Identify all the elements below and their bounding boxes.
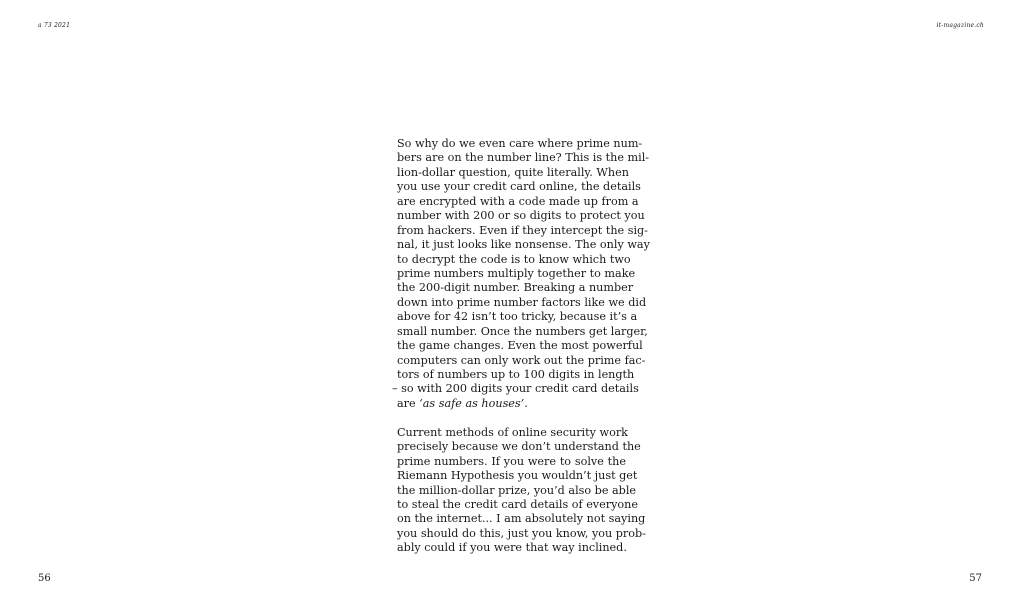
paragraph-spacer xyxy=(397,411,626,425)
emphasis-quote: ‘as safe as houses’ xyxy=(419,396,525,410)
text-line: So why do we even care where prime num- xyxy=(397,137,643,150)
text-line: the 200-digit number. Breaking a number xyxy=(397,281,634,295)
text-fragment: . xyxy=(524,396,528,410)
text-line: bers are on the number line? This is the mil- xyxy=(397,151,650,165)
text-line: prime numbers. If you were to solve the xyxy=(397,454,626,468)
running-head-issue: a 73 2021 xyxy=(38,22,71,29)
page-number-left: 56 xyxy=(38,573,51,584)
article-paragraph-2 xyxy=(397,425,646,556)
running-head-website: it-magazine.ch xyxy=(936,22,984,29)
text-line: nal, it just looks like nonsense. The only way xyxy=(397,238,650,252)
text-line: to decrypt the code is to know which two xyxy=(397,252,631,266)
text-line: ably could if you were that way inclined. xyxy=(397,541,627,555)
text-line: to steal the credit card details of everyone xyxy=(397,497,638,511)
text-line: from hackers. Even if they intercept the sig- xyxy=(397,223,648,237)
text-line: precisely because we don’t understand the xyxy=(397,440,641,454)
text-line: you should do this, just you know, you prob- xyxy=(397,526,646,540)
article-paragraph-1 xyxy=(392,137,650,411)
text-line: – so with 200 digits your credit card details xyxy=(392,382,639,396)
text-line: are encrypted with a code made up from a xyxy=(397,194,639,208)
text-line: prime numbers multiply together to make xyxy=(397,266,636,280)
text-line: you use your credit card online, the details xyxy=(397,180,641,194)
text-line: small number. Once the numbers get larger, xyxy=(397,324,648,338)
page-number-right: 57 xyxy=(969,573,982,584)
text-line: lion-dollar question, quite literally. When xyxy=(397,165,629,179)
text-fragment: are xyxy=(397,396,420,410)
text-line: Current methods of online security work xyxy=(397,425,628,439)
text-line: the million-dollar prize, you’d also be able xyxy=(397,483,637,497)
text-line: computers can only work out the prime fac- xyxy=(397,353,646,367)
text-line: above for 42 isn’t too tricky, because it’s a xyxy=(397,310,638,324)
text-line: down into prime number factors like we did xyxy=(397,295,647,309)
article-column xyxy=(392,137,650,556)
text-line: number with 200 or so digits to protect you xyxy=(397,209,645,223)
text-line: the game changes. Even the most powerful xyxy=(397,339,643,353)
text-line: Riemann Hypothesis you wouldn’t just get xyxy=(397,469,638,483)
text-line-final xyxy=(397,397,626,411)
text-line: on the internet... I am absolutely not saying xyxy=(397,512,646,526)
text-line: tors of numbers up to 100 digits in length xyxy=(397,368,635,381)
